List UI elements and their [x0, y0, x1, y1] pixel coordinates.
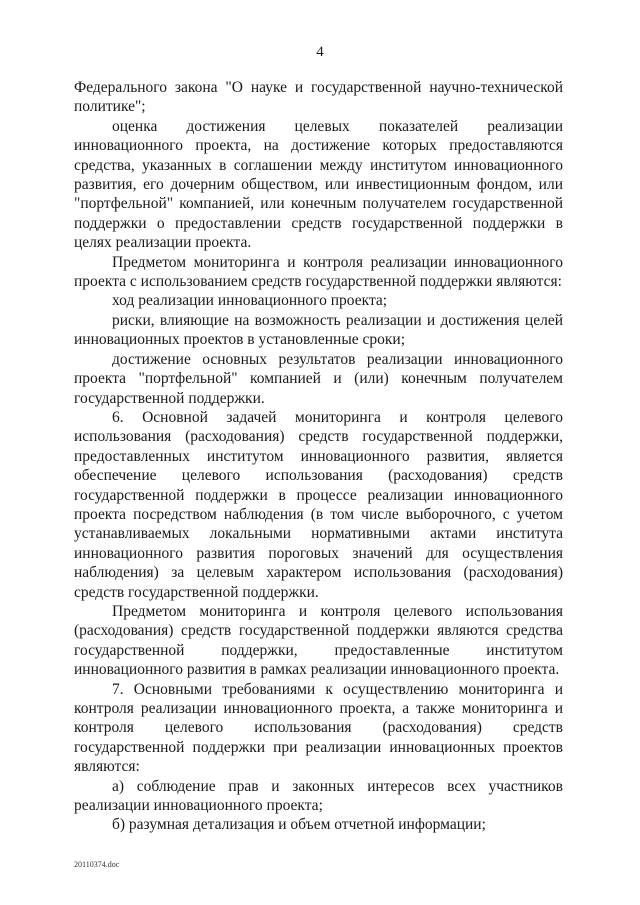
paragraph-2: оценка достижения целевых показателей реализации инновационного проекта, на достижение которых предоставляются средства, указанных в соглашении между институтом инновационного развития, его дочерним обществом, или инвестиционным фондом, или "портфельной" компанией, или конечным получателем государственной поддержки о предоставлении средств государственной поддержки в целях реализации проекта.	[74, 117, 563, 252]
paragraph-4: ход реализации инновационного проекта;	[112, 292, 388, 310]
footer-file-code: 20110374.doc	[74, 860, 120, 869]
paragraph-1: Федерального закона "О науке и государственной научно-технической политике";	[74, 79, 563, 116]
paragraph-8: Предметом мониторинга и контроля целевого использования (расходования) средств государственной поддержки являются средства государственной поддержки, предоставленные институтом инновационного развития в рамках реализации инновационного проекта.	[74, 602, 563, 679]
document-body	[74, 78, 563, 835]
paragraph-3: Предметом мониторинга и контроля реализации инновационного проекта с использованием средств государственной поддержки являются:	[74, 253, 563, 291]
paragraph-7: 6. Основной задачей мониторинга и контроля целевого использования (расходования) средств государственной поддержки, предоставленных институтом инновационного развития, является обеспечение целевого использования (расходования) средств государственной поддержки в процессе реализации инновационного проекта посредством наблюдения (в том числе выборочного, с учетом устанавливаемых локальными нормативными актами института инновационного развития пороговых значений для осуществления наблюдения) за целевым характером использования (расходования) средств государственной поддержки.	[74, 408, 563, 601]
page-number: 4	[316, 44, 324, 60]
paragraph-9: 7. Основными требованиями к осуществлению мониторинга и контроля реализации инновационного проекта, а также мониторинга и контроля целевого использования (расходования) средств государственной поддержки при реализации инновационных проектов являются:	[74, 680, 563, 776]
paragraph-11: б) разумная детализация и объем отчетной информации;	[112, 816, 486, 834]
paragraph-6: достижение основных результатов реализации инновационного проекта "портфельной" компанией и (или) конечным получателем государственной поддержки.	[74, 350, 563, 407]
paragraph-10: а) соблюдение прав и законных интересов всех участников реализации инновационного проекта;	[74, 777, 563, 815]
paragraph-5: риски, влияющие на возможность реализации и достижения целей инновационных проектов в установленные сроки;	[74, 311, 563, 349]
